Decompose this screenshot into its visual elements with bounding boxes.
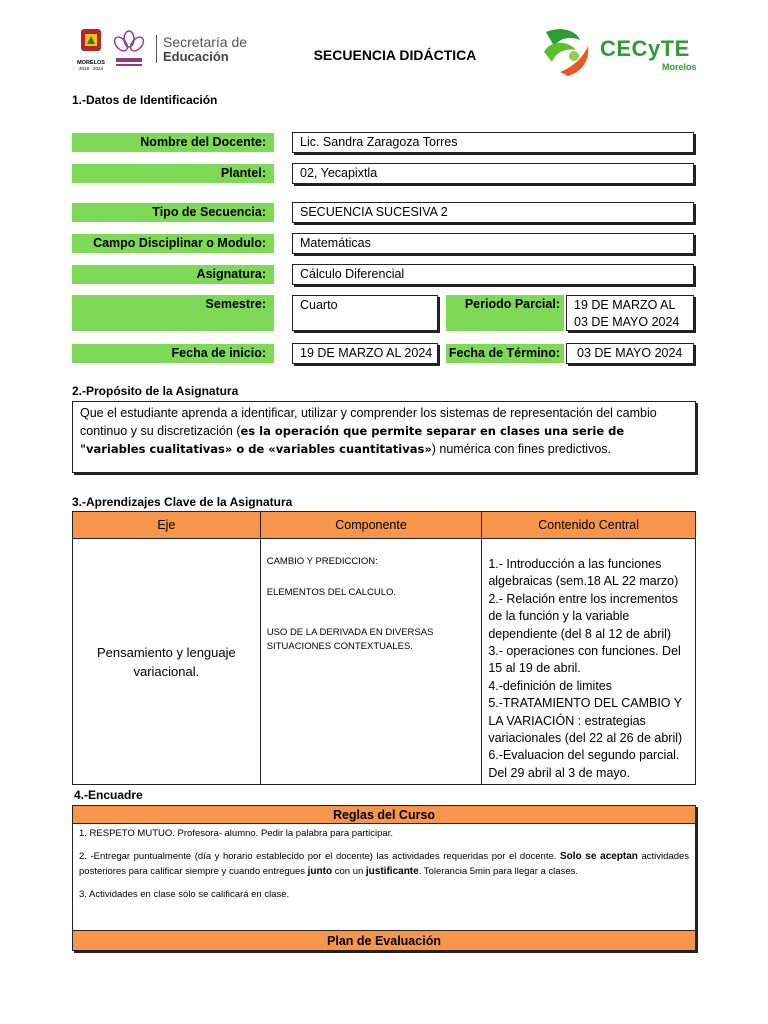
contenido-item: 3.- operaciones con funciones. Del 15 al 19 de abril. xyxy=(488,644,681,676)
semestre-field: Cuarto xyxy=(292,295,438,331)
table-header-row xyxy=(73,512,696,539)
document-title: SECUENCIA DIDÁCTICA xyxy=(313,47,477,63)
morelos-years: 2018 - 2024 xyxy=(78,66,104,71)
asignatura-field: Cálculo Diferencial xyxy=(292,264,694,285)
morelos-caption: MORELOS xyxy=(77,60,105,66)
cecyte-subtitle: Morelos xyxy=(662,62,697,72)
periodo-parcial-label: Periodo Parcial: xyxy=(446,295,564,331)
contenido-item: 1.- Introducción a las funciones algebraicas (sem.18 AL 22 marzo) xyxy=(488,557,679,589)
regla-2-text: actividades posteriores para calificar siempre y cuando entregues xyxy=(79,851,690,877)
contenido-item: 5.-TRATAMIENTO DEL CAMBIO Y LA VARIACIÓN : estrategias variacionales (del 22 al 26 de abril) xyxy=(488,696,683,746)
docente-field: Lic. Sandra Zaragoza Torres xyxy=(292,132,694,153)
proposito-text-2: ) numérica con fines predictivos. xyxy=(431,442,612,456)
section2-heading: 2.-Propósito de la Asignatura xyxy=(72,384,239,398)
campo-disciplinar-label: Campo Disciplinar o Modulo: xyxy=(72,234,274,253)
encuadre-box xyxy=(72,805,696,951)
tipo-secuencia-label: Tipo de Secuencia: xyxy=(72,203,274,222)
cecyte-wordmark: CECyTE xyxy=(600,36,690,61)
section3-heading: 3.-Aprendizajes Clave de la Asignatura xyxy=(72,495,293,509)
componente-item: USO DE LA DERIVADA EN DIVERSAS SITUACIONES CONTEXTUALES. xyxy=(266,627,434,652)
col-eje: Eje xyxy=(73,512,261,539)
componente-cell xyxy=(260,539,482,785)
fecha-termino-field: 03 DE MAYO 2024 xyxy=(566,343,694,364)
periodo-parcial-field xyxy=(566,295,694,331)
contenido-item: 2.- Relación entre los incrementos de la función y la variable dependiente (del 8 al 12 de abril) xyxy=(488,591,679,641)
col-componente: Componente xyxy=(260,512,482,539)
regla-2-text: con un xyxy=(334,866,364,877)
table-row xyxy=(73,539,696,785)
morelos-logo xyxy=(76,27,106,71)
secretaria-educacion-logo xyxy=(156,35,247,63)
asignatura-label: Asignatura: xyxy=(72,265,274,284)
componente-item: CAMBIO Y PREDICCION: xyxy=(266,556,378,567)
morelos-crest-icon xyxy=(78,27,104,55)
secretaria-line2: Educación xyxy=(163,48,229,64)
docente-label: Nombre del Docente: xyxy=(72,133,274,152)
periodo-line-2: 03 DE MAYO 2024 xyxy=(574,315,680,329)
proposito-text-1: Que el estudiante aprenda a identificar, utilizar y comprender los sistemas de representación del cambio continuo y su discretización ( xyxy=(80,406,657,438)
morelos-flower-icon xyxy=(112,29,146,69)
regla-2-emphasis: justificante xyxy=(365,866,419,877)
government-logos xyxy=(76,26,247,72)
eje-cell: Pensamiento y lenguaje variacional. xyxy=(73,539,261,785)
reglas-body xyxy=(73,824,695,930)
proposito-text-bold: es la operación que permite separar en clases una serie de "variables cualitativas» o de «variables cuantitativas» xyxy=(80,424,625,456)
secretaria-line1: Secretaría de xyxy=(163,33,248,50)
cecyte-emblem-icon xyxy=(540,24,600,80)
contenido-item: 4.-definición de limites xyxy=(488,678,612,693)
fecha-termino-label: Fecha de Término: xyxy=(446,344,564,363)
col-contenido: Contenido Central xyxy=(482,512,696,539)
regla-1: 1. RESPETO MUTUO. Profesora- alumno. Pedir la palabra para participar. xyxy=(79,828,393,839)
proposito-box xyxy=(72,401,696,473)
cecyte-logo xyxy=(540,24,700,80)
fecha-inicio-label: Fecha de inicio: xyxy=(72,344,274,363)
componente-item: ELEMENTOS DEL CALCULO. xyxy=(266,587,397,598)
periodo-line-1: 19 DE MARZO AL xyxy=(574,298,676,312)
section1-heading: 1.-Datos de Identificación xyxy=(72,93,218,107)
tipo-secuencia-field: SECUENCIA SUCESIVA 2 xyxy=(292,202,694,223)
regla-2-text: . Tolerancia 5min para llegar a clases. xyxy=(418,866,578,877)
campo-disciplinar-field: Matemáticas xyxy=(292,233,694,254)
regla-2 xyxy=(79,849,689,879)
aprendizajes-table xyxy=(72,511,696,785)
contenido-cell xyxy=(482,539,696,785)
plantel-field: 02, Yecapixtla xyxy=(292,163,694,184)
regla-2-emphasis: Solo se aceptan xyxy=(559,851,638,862)
plantel-label: Plantel: xyxy=(72,164,274,183)
plan-evaluacion-header: Plan de Evaluación xyxy=(73,930,695,950)
reglas-header: Reglas del Curso xyxy=(73,806,695,824)
section4-heading: 4.-Encuadre xyxy=(74,788,143,802)
regla-2-emphasis: junto xyxy=(307,866,333,877)
regla-2-text: 2. -Entregar puntualmente (día y horario establecido por el docente) las actividades requeridas por el docente. xyxy=(79,851,557,862)
semestre-label: Semestre: xyxy=(72,295,274,331)
contenido-item: 6.-Evaluacion del segundo parcial. Del 29 abril al 3 de mayo. xyxy=(488,748,680,780)
regla-3: 3. Actividades en clase sólo se calificará en clase. xyxy=(79,889,290,900)
fecha-inicio-field: 19 DE MARZO AL 2024 xyxy=(292,343,438,364)
